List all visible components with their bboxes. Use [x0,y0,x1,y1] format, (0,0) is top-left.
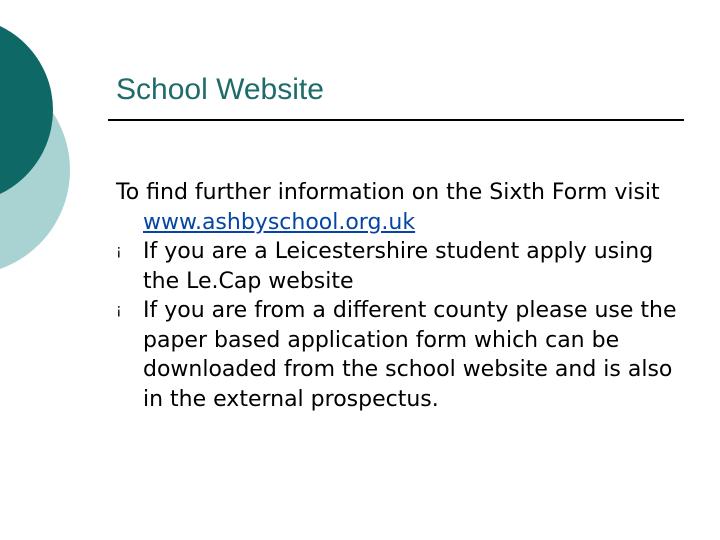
decorative-circles [0,0,120,300]
intro-paragraph [116,178,686,237]
title-divider [108,119,684,121]
bullet-text: If you are a Leicestershire student apply using the Le.Cap website [143,239,654,294]
bullet-item-lecap [116,237,686,296]
school-website-link[interactable]: www.ashbyschool.org.uk [143,209,416,235]
slide-title: School Website [116,73,324,106]
intro-text: To find further information on the Sixth Form visit [116,180,660,205]
bullet-text: If you are from a different county please use the paper based application form which can be downloaded from the school website and is also in the external prospectus. [143,298,677,412]
slide-body [116,178,686,414]
bullet-circle-icon: ¡ [116,302,122,318]
bullet-circle-icon: ¡ [116,243,122,259]
bullet-item-other-county [116,296,686,414]
